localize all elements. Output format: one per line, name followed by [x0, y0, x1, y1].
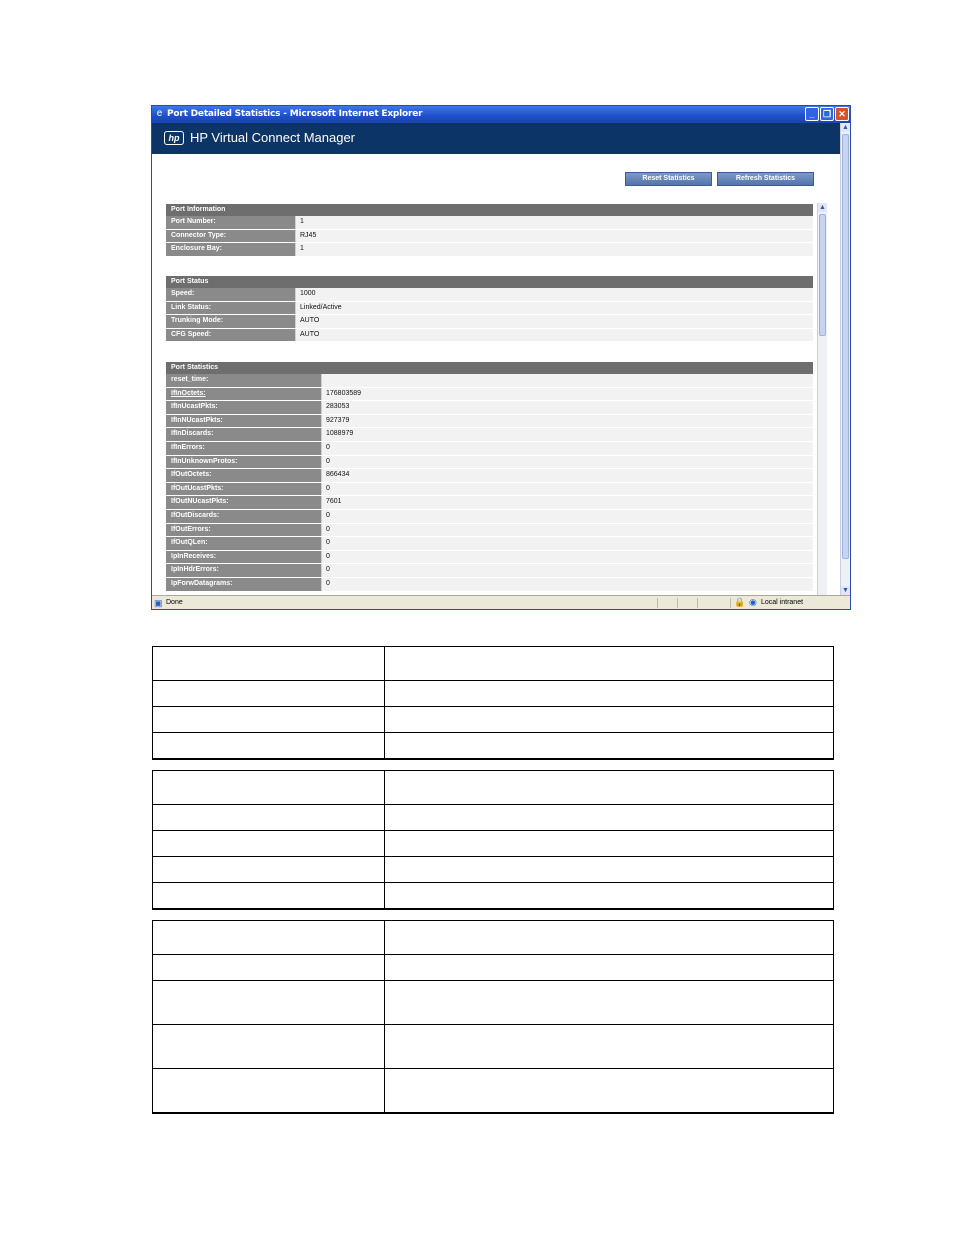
row-label: Connector Type: — [166, 230, 295, 243]
table-row — [166, 302, 813, 316]
row-label: Link Status: — [166, 302, 295, 315]
scroll-thumb[interactable] — [842, 134, 849, 559]
table-row — [166, 388, 813, 402]
minimize-button[interactable]: _ — [805, 107, 819, 121]
row-value — [321, 374, 813, 387]
table-row — [166, 537, 813, 551]
row-label: IpInHdrErrors: — [166, 564, 321, 577]
table-cell — [153, 1025, 385, 1069]
table-cell — [385, 707, 834, 733]
table-cell — [153, 981, 385, 1025]
row-label: IfInErrors: — [166, 442, 321, 455]
scroll-down-icon[interactable]: ▼ — [842, 587, 849, 594]
table-row — [166, 401, 813, 415]
row-value: 0 — [321, 524, 813, 537]
row-label: IfInUnknownProtos: — [166, 456, 321, 469]
row-label: IpInReceives: — [166, 551, 321, 564]
row-label: Enclosure Bay: — [166, 243, 295, 256]
row-label: reset_time: — [166, 374, 321, 387]
row-value: AUTO — [295, 315, 813, 328]
app-title: HP Virtual Connect Manager — [190, 130, 356, 145]
table-row — [166, 510, 813, 524]
table-cell — [153, 883, 385, 909]
title-bar[interactable] — [152, 106, 850, 123]
table-cell — [385, 805, 834, 831]
status-divider — [730, 598, 731, 608]
row-value: 866434 — [321, 469, 813, 482]
row-value: 0 — [321, 578, 813, 591]
table-cell — [153, 955, 385, 981]
row-label: IfOutDiscards: — [166, 510, 321, 523]
internet-explorer-icon: e — [156, 108, 163, 119]
section-heading: Port Information — [166, 204, 813, 216]
table-cell — [385, 647, 834, 681]
table-row — [166, 415, 813, 429]
table-cell — [153, 771, 385, 805]
table-row — [166, 329, 813, 343]
port-status-section — [166, 276, 813, 342]
lock-icon: 🔒 — [734, 597, 746, 607]
scroll-thumb[interactable] — [819, 214, 826, 336]
row-value: RJ45 — [295, 230, 813, 243]
table-cell — [385, 1025, 834, 1069]
table-row — [166, 456, 813, 470]
row-value: 1000 — [295, 288, 813, 301]
row-label: Trunking Mode: — [166, 315, 295, 328]
row-value: 0 — [321, 510, 813, 523]
refresh-statistics-button[interactable]: Refresh Statistics — [717, 172, 814, 186]
table-cell — [153, 921, 385, 955]
row-value: 1 — [295, 216, 813, 229]
table-cell — [153, 681, 385, 707]
table-cell — [153, 857, 385, 883]
row-value: 0 — [321, 456, 813, 469]
table-row — [166, 496, 813, 510]
scroll-up-icon[interactable]: ▲ — [842, 124, 849, 131]
window-title: Port Detailed Statistics - Microsoft Internet Explorer — [167, 109, 423, 119]
table-cell — [385, 981, 834, 1025]
row-label: IfOutNUcastPkts: — [166, 496, 321, 509]
row-label: IfInNUcastPkts: — [166, 415, 321, 428]
port-statistics-section — [166, 362, 813, 592]
table-cell — [385, 831, 834, 857]
page-icon: ▣ — [154, 598, 163, 608]
row-value: 0 — [321, 483, 813, 496]
row-value: 176803589 — [321, 388, 813, 401]
row-value: 0 — [321, 442, 813, 455]
table-row — [166, 469, 813, 483]
table-cell — [385, 955, 834, 981]
status-text: Done — [166, 599, 183, 606]
table-row — [166, 551, 813, 565]
row-value: 927379 — [321, 415, 813, 428]
row-value: 0 — [321, 551, 813, 564]
document-table-2 — [152, 770, 834, 910]
page-scrollbar[interactable] — [840, 123, 850, 595]
row-label: IfInDiscards: — [166, 428, 321, 441]
table-row — [166, 428, 813, 442]
table-row — [166, 243, 813, 257]
row-label: Port Number: — [166, 216, 295, 229]
row-value: 0 — [321, 537, 813, 550]
table-cell — [153, 831, 385, 857]
row-value: 1 — [295, 243, 813, 256]
table-row — [166, 578, 813, 592]
row-value: Linked/Active — [295, 302, 813, 315]
row-label: IfOutQLen: — [166, 537, 321, 550]
row-value: AUTO — [295, 329, 813, 342]
row-label: IpForwDatagrams: — [166, 578, 321, 591]
intranet-zone-icon: ◉ — [749, 597, 757, 607]
app-header — [152, 123, 840, 154]
row-value: 7601 — [321, 496, 813, 509]
table-cell — [153, 805, 385, 831]
row-value: 283053 — [321, 401, 813, 414]
table-cell — [385, 681, 834, 707]
table-cell — [153, 733, 385, 759]
status-divider — [677, 598, 678, 608]
port-information-section — [166, 204, 813, 257]
row-label: IfOutUcastPkts: — [166, 483, 321, 496]
reset-statistics-button[interactable]: Reset Statistics — [625, 172, 712, 186]
table-cell — [385, 771, 834, 805]
table-row — [166, 564, 813, 578]
stat-link-ifinoctets[interactable]: IfInOctets: — [166, 388, 321, 401]
table-cell — [153, 707, 385, 733]
table-cell — [153, 647, 385, 681]
hp-logo-icon: hp — [164, 131, 184, 145]
table-row — [166, 230, 813, 244]
status-bar — [152, 595, 850, 609]
scroll-up-icon[interactable]: ▲ — [819, 204, 826, 211]
table-row — [166, 524, 813, 538]
table-cell — [385, 857, 834, 883]
statistics-pane — [166, 204, 828, 593]
close-button[interactable]: ✕ — [835, 107, 849, 121]
table-row — [166, 288, 813, 302]
row-label: IfInUcastPkts: — [166, 401, 321, 414]
row-label: IfOutOctets: — [166, 469, 321, 482]
table-row — [166, 374, 813, 388]
table-cell — [385, 921, 834, 955]
row-value: 0 — [321, 564, 813, 577]
row-label: IfOutErrors: — [166, 524, 321, 537]
document-table-1 — [152, 646, 834, 760]
table-row — [166, 483, 813, 497]
table-cell — [153, 1069, 385, 1113]
restore-button[interactable]: ❐ — [820, 107, 834, 121]
row-value: 1088979 — [321, 428, 813, 441]
row-label: Speed: — [166, 288, 295, 301]
table-row — [166, 216, 813, 230]
row-label: CFG Speed: — [166, 329, 295, 342]
table-cell — [385, 1069, 834, 1113]
table-cell — [385, 883, 834, 909]
table-row — [166, 442, 813, 456]
browser-window — [151, 105, 851, 610]
section-heading: Port Status — [166, 276, 813, 288]
security-zone: Local intranet — [761, 599, 804, 606]
status-divider — [657, 598, 658, 608]
document-table-3 — [152, 920, 834, 1114]
table-row — [166, 315, 813, 329]
section-heading: Port Statistics — [166, 362, 813, 374]
statistics-scrollbar[interactable] — [817, 203, 827, 595]
table-cell — [385, 733, 834, 759]
status-divider — [697, 598, 698, 608]
